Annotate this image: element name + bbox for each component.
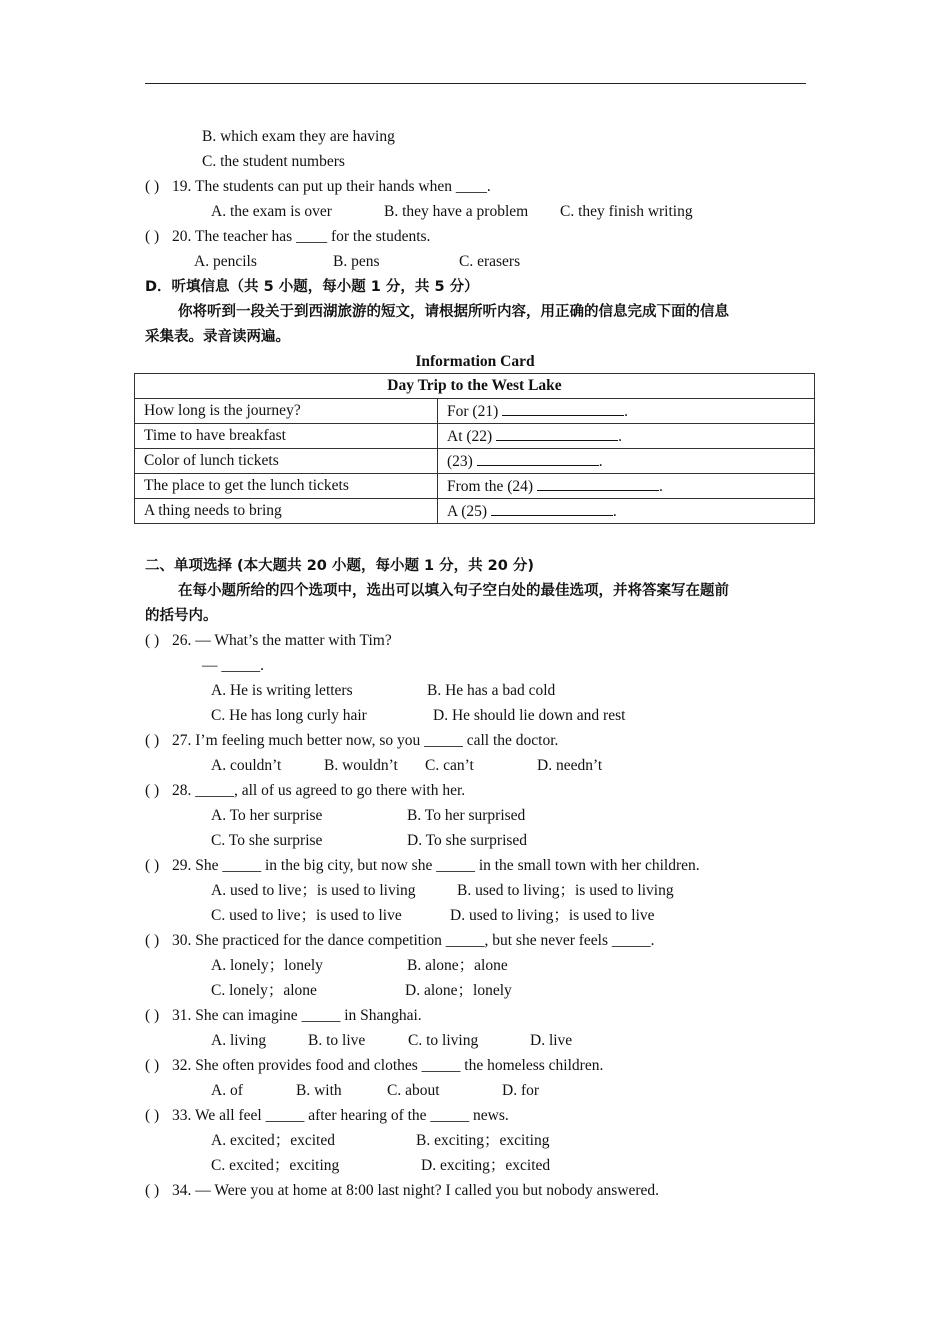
q20-option-b: B. pens xyxy=(333,253,380,270)
q30-option-a: A. lonely；lonely xyxy=(211,957,323,974)
section-d-instruction-line1: 你将听到一段关于到西湖旅游的短文，请根据所听内容，用正确的信息完成下面的信息 xyxy=(178,304,729,320)
answer-blank-23[interactable] xyxy=(477,451,599,466)
q28-paren[interactable]: ( ) xyxy=(145,782,160,799)
q19-stem: 19. The students can put up their hands when ____. xyxy=(172,178,491,195)
q31-option-c: C. to living xyxy=(408,1032,479,1049)
q28-stem: 28. _____, all of us agreed to go there with her. xyxy=(172,782,466,799)
q26-option-b: B. He has a bad cold xyxy=(427,682,556,699)
q29-stem: 29. She _____ in the big city, but now she _____ in the small town with her children. xyxy=(172,857,700,874)
card-answer-prefix: (23) xyxy=(447,453,473,470)
card-header: Day Trip to the West Lake xyxy=(135,374,815,399)
q27-stem: 27. I’m feeling much better now, so you _____ call the doctor. xyxy=(172,732,559,749)
card-question: The place to get the lunch tickets xyxy=(135,474,438,499)
q33-option-c: C. excited；exciting xyxy=(211,1157,340,1174)
table-row xyxy=(135,399,815,424)
table-row xyxy=(135,499,815,524)
q31-stem: 31. She can imagine _____ in Shanghai. xyxy=(172,1007,422,1024)
q27-option-b: B. wouldn’t xyxy=(324,757,398,774)
answer-blank-25[interactable] xyxy=(491,501,613,516)
q31-option-a: A. living xyxy=(211,1032,267,1049)
card-answer-suffix: . xyxy=(598,453,603,470)
card-answer-cell xyxy=(438,449,815,474)
q19-option-a: A. the exam is over xyxy=(211,203,332,220)
q27-option-d: D. needn’t xyxy=(537,757,603,774)
section-2-heading: 二、单项选择 (本大题共 20 小题，每小题 1 分，共 20 分) xyxy=(145,558,535,574)
q30-option-b: B. alone；alone xyxy=(407,957,508,974)
q26-option-d: D. He should lie down and rest xyxy=(433,707,626,724)
q19-paren[interactable]: ( ) xyxy=(145,178,160,195)
header-rule xyxy=(145,83,806,84)
q30-stem: 30. She practiced for the dance competition _____, but she never feels _____. xyxy=(172,932,655,949)
card-answer-prefix: A (25) xyxy=(447,503,488,520)
q26-stem: 26. — What’s the matter with Tim? xyxy=(172,632,392,649)
q20-stem: 20. The teacher has ____ for the students. xyxy=(172,228,431,245)
q32-option-a: A. of xyxy=(211,1082,243,1099)
q28-option-c: C. To she surprise xyxy=(211,832,323,849)
card-answer-prefix: At (22) xyxy=(447,428,493,445)
card-answer-suffix: . xyxy=(612,503,617,520)
card-header-row xyxy=(135,374,815,399)
answer-blank-21[interactable] xyxy=(502,401,624,416)
card-question: A thing needs to bring xyxy=(135,499,438,524)
q34-stem: 34. — Were you at home at 8:00 last night? I called you but nobody answered. xyxy=(172,1182,660,1199)
card-question: How long is the journey? xyxy=(135,399,438,424)
card-answer-suffix: . xyxy=(624,403,628,420)
q18-option-c: C. the student numbers xyxy=(202,153,345,170)
card-question: Time to have breakfast xyxy=(135,424,438,449)
q30-option-d: D. alone；lonely xyxy=(405,982,512,999)
card-answer-suffix: . xyxy=(658,478,663,495)
card-answer-cell xyxy=(438,424,815,449)
card-answer-prefix: For (21) xyxy=(447,403,499,420)
q28-option-a: A. To her surprise xyxy=(211,807,323,824)
card-answer-cell xyxy=(438,474,815,499)
table-row xyxy=(135,424,815,449)
q29-option-d: D. used to living；is used to live xyxy=(450,907,655,924)
card-answer-cell xyxy=(438,499,815,524)
q20-paren[interactable]: ( ) xyxy=(145,228,160,245)
q32-paren[interactable]: ( ) xyxy=(145,1057,160,1074)
card-question: Color of lunch tickets xyxy=(135,449,438,474)
q33-option-b: B. exciting；exciting xyxy=(416,1132,550,1149)
q19-option-c: C. they finish writing xyxy=(560,203,693,220)
q29-option-a: A. used to live；is used to living xyxy=(211,882,416,899)
answer-blank-22[interactable] xyxy=(496,426,618,441)
q33-option-a: A. excited；excited xyxy=(211,1132,335,1149)
q29-option-b: B. used to living；is used to living xyxy=(457,882,674,899)
q34-paren[interactable]: ( ) xyxy=(145,1182,160,1199)
card-answer-suffix: . xyxy=(618,428,622,445)
q18-option-b: B. which exam they are having xyxy=(202,128,395,145)
section-d-heading: D．听填信息（共 5 小题，每小题 1 分，共 5 分） xyxy=(145,279,479,295)
q31-option-d: D. live xyxy=(530,1032,573,1049)
card-title: Information Card xyxy=(415,353,535,370)
q32-option-d: D. for xyxy=(502,1082,540,1099)
q26-reply: — _____. xyxy=(202,657,264,674)
q26-option-a: A. He is writing letters xyxy=(211,682,353,699)
card-answer-prefix: From the (24) xyxy=(447,478,534,495)
q32-stem: 32. She often provides food and clothes _____ the homeless children. xyxy=(172,1057,604,1074)
table-row xyxy=(135,474,815,499)
q29-option-c: C. used to live；is used to live xyxy=(211,907,402,924)
information-card-table xyxy=(134,373,815,524)
q32-option-b: B. with xyxy=(296,1082,342,1099)
q28-option-d: D. To she surprised xyxy=(407,832,528,849)
q20-option-c: C. erasers xyxy=(459,253,521,270)
table-row xyxy=(135,449,815,474)
q30-option-c: C. lonely；alone xyxy=(211,982,317,999)
q27-paren[interactable]: ( ) xyxy=(145,732,160,749)
q31-option-b: B. to live xyxy=(308,1032,366,1049)
q27-option-a: A. couldn’t xyxy=(211,757,282,774)
q29-paren[interactable]: ( ) xyxy=(145,857,160,874)
card-answer-cell xyxy=(438,399,815,424)
q33-stem: 33. We all feel _____ after hearing of the _____ news. xyxy=(172,1107,509,1124)
q32-option-c: C. about xyxy=(387,1082,440,1099)
section-2-instruction-line1: 在每小题所给的四个选项中，选出可以填入句子空白处的最佳选项，并将答案写在题前 xyxy=(178,583,729,599)
q20-option-a: A. pencils xyxy=(194,253,257,270)
q26-option-c: C. He has long curly hair xyxy=(211,707,367,724)
section-d-instruction-line2: 采集表。录音读两遍。 xyxy=(145,329,290,345)
q28-option-b: B. To her surprised xyxy=(407,807,526,824)
q26-paren[interactable]: ( ) xyxy=(145,632,160,649)
q27-option-c: C. can’t xyxy=(425,757,474,774)
section-2-instruction-line2: 的括号内。 xyxy=(145,608,218,624)
q31-paren[interactable]: ( ) xyxy=(145,1007,160,1024)
answer-blank-24[interactable] xyxy=(537,476,659,491)
q30-paren[interactable]: ( ) xyxy=(145,932,160,949)
q33-paren[interactable]: ( ) xyxy=(145,1107,160,1124)
q19-option-b: B. they have a problem xyxy=(384,203,529,220)
q33-option-d: D. exciting；excited xyxy=(421,1157,551,1174)
